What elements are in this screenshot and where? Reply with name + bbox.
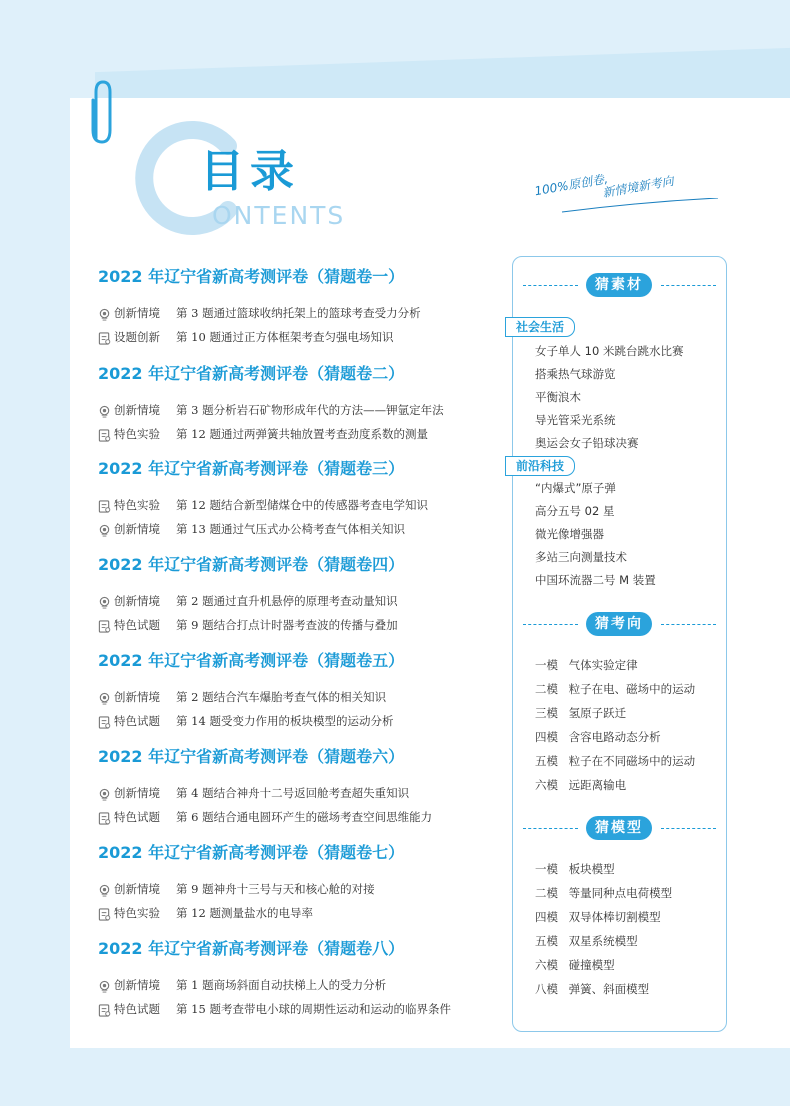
list-item: 导光管采光系统	[535, 413, 616, 427]
subtab-frontier-tech: 前沿科技	[505, 456, 575, 476]
section-title[interactable]: 2022 年辽宁省新高考测评卷（猜题卷一）	[98, 267, 405, 286]
toc-section-1	[98, 266, 498, 344]
innovation-icon	[98, 524, 111, 537]
section-title[interactable]: 2022 年辽宁省新高考测评卷（猜题卷三）	[98, 459, 405, 478]
list-item[interactable]: 特色试题 第 15 题考查带电小球的周期性运动和运动的临界条件	[98, 1000, 451, 1018]
paperclip-icon	[88, 78, 114, 148]
document-icon	[98, 812, 111, 825]
section-title[interactable]: 2022 年辽宁省新高考测评卷（猜题卷六）	[98, 747, 405, 766]
list-item: 二模 粒子在电、磁场中的运动	[535, 682, 696, 696]
innovation-icon	[98, 692, 111, 705]
list-item[interactable]: 创新情境 第 3 题通过篮球收纳托架上的篮球考查受力分析	[98, 304, 421, 322]
list-item[interactable]: 特色试题 第 9 题结合打点计时器考查波的传播与叠加	[98, 616, 398, 634]
list-item: 高分五号 02 星	[535, 504, 615, 518]
document-icon	[98, 1004, 111, 1017]
section-title[interactable]: 2022 年辽宁省新高考测评卷（猜题卷二）	[98, 364, 405, 383]
list-item: 女子单人 10 米跳台跳水比赛	[535, 344, 684, 358]
toc-section-6	[98, 746, 498, 824]
document-icon	[98, 500, 111, 513]
toc-section-5	[98, 650, 498, 728]
document-icon	[98, 908, 111, 921]
list-item[interactable]: 创新情境 第 2 题通过直升机悬停的原理考查动量知识	[98, 592, 398, 610]
slogan-line1: 100%原创卷,	[533, 171, 609, 199]
list-item: 微光像增强器	[535, 527, 604, 541]
list-item[interactable]: 特色实验 第 12 题结合新型储煤仓中的传感器考查电学知识	[98, 496, 428, 514]
list-item: 三模 氢原子跃迁	[535, 706, 627, 720]
toc-section-3	[98, 458, 498, 536]
list-item: 五模 双星系统模型	[535, 934, 638, 948]
document-icon	[98, 429, 111, 442]
list-item[interactable]: 创新情境 第 1 题商场斜面自动扶梯上人的受力分析	[98, 976, 386, 994]
section-pill: 猜素材	[586, 273, 652, 297]
list-item[interactable]: 创新情境 第 9 题神舟十三号与天和核心舱的对接	[98, 880, 375, 898]
list-item[interactable]: 设题创新 第 10 题通过正方体框架考查匀强电场知识	[98, 328, 393, 346]
section-title[interactable]: 2022 年辽宁省新高考测评卷（猜题卷五）	[98, 651, 405, 670]
list-item: 二模 等量同种点电荷模型	[535, 886, 673, 900]
section-title[interactable]: 2022 年辽宁省新高考测评卷（猜题卷八）	[98, 939, 405, 958]
section-title[interactable]: 2022 年辽宁省新高考测评卷（猜题卷七）	[98, 843, 405, 862]
list-item: 五模 粒子在不同磁场中的运动	[535, 754, 696, 768]
section-title[interactable]: 2022 年辽宁省新高考测评卷（猜题卷四）	[98, 555, 405, 574]
sidebar-panel	[512, 256, 727, 1032]
innovation-icon	[98, 308, 111, 321]
innovation-icon	[98, 405, 111, 418]
section-pill: 猜模型	[586, 816, 652, 840]
list-item[interactable]: 创新情境 第 2 题结合汽车爆胎考查气体的相关知识	[98, 688, 386, 706]
toc-section-7	[98, 842, 498, 920]
sidebar-head-model	[513, 816, 726, 842]
dashed-divider	[523, 285, 578, 286]
document-icon	[98, 620, 111, 633]
dashed-divider	[661, 828, 716, 829]
list-item: 八模 弹簧、斜面模型	[535, 982, 650, 996]
list-item[interactable]: 特色试题 第 6 题结合通电圆环产生的磁场考查空间思维能力	[98, 808, 432, 826]
toc-section-8	[98, 938, 498, 1016]
toc-section-2	[98, 363, 498, 441]
list-item[interactable]: 创新情境 第 13 题通过气压式办公椅考查气体相关知识	[98, 520, 405, 538]
list-item[interactable]: 创新情境 第 4 题结合神舟十二号返回舱考查超失重知识	[98, 784, 409, 802]
list-item: 四模 双导体棒切割模型	[535, 910, 661, 924]
list-item: 多站三向测量技术	[535, 550, 627, 564]
innovation-icon	[98, 788, 111, 801]
dashed-divider	[523, 624, 578, 625]
innovation-icon	[98, 884, 111, 897]
dashed-divider	[661, 624, 716, 625]
dashed-divider	[523, 828, 578, 829]
sidebar-head-material	[513, 273, 726, 299]
list-item: 四模 含容电路动态分析	[535, 730, 661, 744]
list-item: 一模 板块模型	[535, 862, 615, 876]
list-item[interactable]: 特色试题 第 14 题受变力作用的板块模型的运动分析	[98, 712, 393, 730]
list-item: 平衡浪木	[535, 390, 581, 404]
list-item: “内爆式”原子弹	[535, 481, 616, 495]
dashed-divider	[661, 285, 716, 286]
innovation-icon	[98, 596, 111, 609]
slogan-line2: 新情境新考向	[601, 173, 675, 201]
list-item[interactable]: 特色实验 第 12 题通过两弹簧共轴放置考查劲度系数的测量	[98, 425, 428, 443]
list-item: 奥运会女子铅球决赛	[535, 436, 639, 450]
document-icon	[98, 716, 111, 729]
list-item: 六模 远距离输电	[535, 778, 627, 792]
list-item: 搭乘热气球游览	[535, 367, 616, 381]
section-pill: 猜考向	[586, 612, 652, 636]
slogan-underline	[560, 198, 720, 214]
list-item[interactable]: 创新情境 第 3 题分析岩石矿物形成年代的方法——钾氩定年法	[98, 401, 444, 419]
list-item: 中国环流器二号 M 装置	[535, 573, 656, 587]
contents-word: ONTENTS	[212, 201, 346, 230]
list-item: 六模 碰撞模型	[535, 958, 615, 972]
list-item[interactable]: 特色实验 第 12 题测量盐水的电导率	[98, 904, 313, 922]
subtab-social-life: 社会生活	[505, 317, 575, 337]
slogan	[530, 171, 730, 220]
document-icon	[98, 332, 111, 345]
innovation-icon	[98, 980, 111, 993]
page-title: 目录	[200, 146, 300, 197]
toc-section-4	[98, 554, 498, 632]
list-item: 一模 气体实验定律	[535, 658, 638, 672]
sidebar-head-direction	[513, 612, 726, 638]
